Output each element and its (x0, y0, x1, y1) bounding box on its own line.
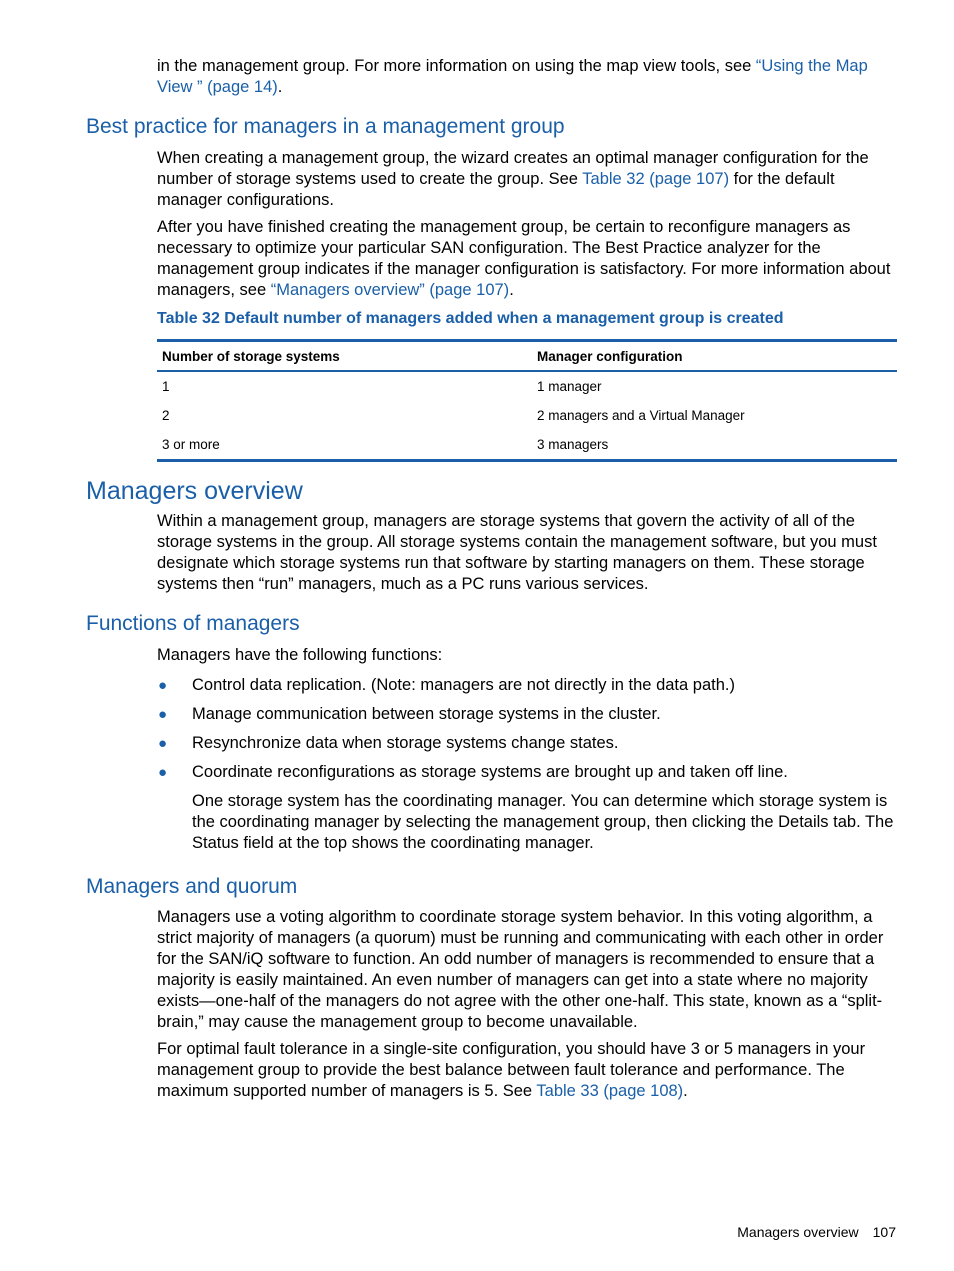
table-row (157, 371, 897, 401)
functions-intro: Managers have the following functions: (157, 646, 443, 664)
functions-list (157, 675, 897, 791)
list-item-text: Coordinate reconfigurations as storage systems are brought up and taken off line. (192, 763, 788, 781)
table-cell: 3 or more (162, 437, 220, 452)
quorum-p2-end: . (683, 1082, 688, 1100)
managers-overview-heading: Managers overview (86, 477, 303, 505)
best-practice-paragraph-1 (157, 148, 897, 211)
best-practice-p1-end: for the default manager configurations. (157, 170, 835, 209)
bullet-icon: ● (158, 764, 168, 781)
bullet-icon: ● (158, 677, 168, 694)
page-footer (737, 1222, 896, 1242)
intro-paragraph (157, 56, 897, 98)
table-header-row (157, 341, 897, 372)
list-item-text: Manage communication between storage systems in the cluster. (192, 705, 661, 723)
footer-section: Managers overview (737, 1224, 859, 1240)
overview-paragraph: Within a management group, managers are storage systems that govern the activity of all of the storage systems in the group. All storage systems contain the management software, but you must designate which storage systems run that software by starting managers on them. These storage systems then “run” managers, much as a PC runs various services. (157, 512, 877, 593)
bullet-icon: ● (158, 735, 168, 752)
quorum-paragraph-1: Managers use a voting algorithm to coordinate storage system behavior. In this voting algorithm, a strict majority of managers (a quorum) must be running and communicating with each other in order for the SAN/iQ software to function. An odd number of managers is recommended to ensure that a majority is easily maintained. An even number of managers can get into a state where no majority exists—one-half of the managers do not agree with the other one-half. This state, known as a “split-brain,” may cause the management group to become unavailable. (157, 908, 884, 1031)
page-number: 107 (872, 1224, 896, 1240)
list-item (157, 675, 897, 696)
functions-heading: Functions of managers (86, 612, 300, 635)
map-view-link[interactable]: “Using the Map View ” (page 14) (157, 57, 868, 96)
best-practice-p1-text: When creating a management group, the wizard creates an optimal manager configuration for the number of storage systems used to create the group. See (157, 149, 869, 188)
managers-overview-link[interactable]: “Managers overview” (page 107) (270, 281, 510, 299)
best-practice-heading: Best practice for managers in a management group (86, 115, 565, 138)
list-item-text: Control data replication. (Note: managers are not directly in the data path.) (192, 676, 735, 694)
coordinating-manager-note: One storage system has the coordinating manager. You can determine which storage system is the coordinating manager by selecting the management group, then clicking the Details tab. The Status field at the top shows the coordinating manager. (192, 792, 894, 852)
table-32-link[interactable]: Table 32 (page 107) (582, 170, 730, 188)
list-item (157, 733, 897, 754)
quorum-p2-text: For optimal fault tolerance in a single-site configuration, you should have 3 or 5 managers in your management group to provide the best balance between fault tolerance and performance. The maximum supported number of managers is 5. See (157, 1040, 866, 1100)
list-item-text: Resynchronize data when storage systems change states. (192, 734, 619, 752)
best-practice-paragraph-2 (157, 217, 897, 301)
table-cell: 3 managers (537, 437, 609, 452)
table-row (157, 430, 897, 461)
table-row (157, 401, 897, 430)
intro-end: . (277, 78, 283, 96)
table-header-cell: Number of storage systems (162, 348, 340, 364)
list-item (157, 704, 897, 725)
best-practice-p2-text: After you have finished creating the management group, be certain to reconfigure managers as necessary to optimize your particular SAN configuration. The Best Practice analyzer for the management group indicates if the manager configuration is satisfactory. For more information about managers, see (157, 218, 891, 299)
table-cell: 2 managers and a Virtual Manager (537, 408, 745, 423)
table-32-caption: Table 32 Default number of managers added when a management group is created (157, 310, 784, 327)
table-cell: 1 manager (537, 379, 602, 394)
table-33-link[interactable]: Table 33 (page 108) (536, 1082, 684, 1100)
quorum-paragraph-2 (157, 1039, 897, 1102)
table-cell: 1 (162, 379, 170, 394)
table-32 (157, 339, 897, 462)
table-header-cell: Manager configuration (537, 348, 683, 364)
bullet-icon: ● (158, 706, 168, 723)
quorum-heading: Managers and quorum (86, 875, 298, 898)
best-practice-p2-end: . (509, 281, 514, 299)
intro-text: in the management group. For more information on using the map view tools, see (157, 57, 756, 75)
list-item (157, 762, 897, 783)
table-cell: 2 (162, 408, 170, 423)
